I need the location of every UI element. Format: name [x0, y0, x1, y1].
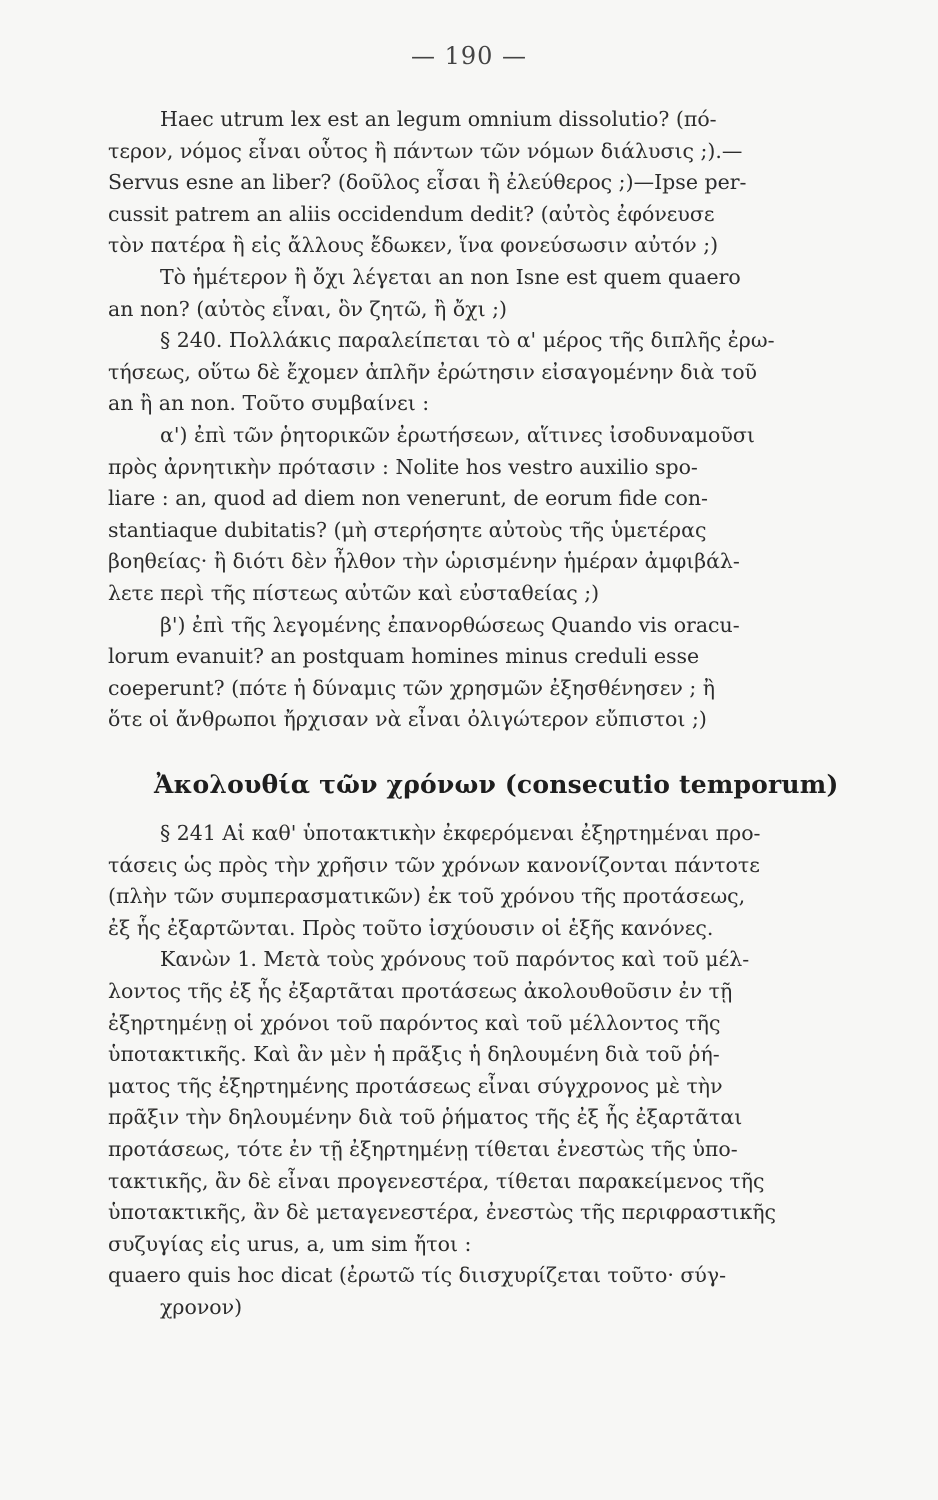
text-line: Κανὼν 1. Μετὰ τοὺς χρόνους τοῦ παρόντος καὶ τοῦ μέλ- — [160, 947, 750, 972]
text-line: τήσεως, οὕτω δὲ ἔχομεν ἁπλῆν ἐρώτησιν εἰσαγομένην διὰ τοῦ — [108, 359, 758, 384]
page-number: — 190 — — [410, 42, 528, 70]
text-line: Servus esne an liber? (δοῦλος εἶσαι ἢ ἐλεύθερος ;)—Ipse per- — [108, 170, 747, 195]
text-line: τερον, νόμος εἶναι οὗτος ἢ πάντων τῶν νόμων διάλυσις ;).— — [108, 138, 743, 163]
section-heading: Ἀκολουθία τῶν χρόνων (consecutio temporum) — [154, 770, 839, 799]
text-line: τάσεις ὡς πρὸς τὴν χρῆσιν τῶν χρόνων κανονίζονται πάντοτε — [108, 852, 760, 877]
text-line: an ἢ an non. Τοῦτο συμβαίνει : — [108, 391, 430, 416]
text-line: τὸν πατέρα ἢ εἰς ἄλλους ἔδωκεν, ἵνα φονεύσωσιν αὐτόν ;) — [108, 233, 719, 258]
text-line: Τὸ ἡμέτερον ἢ ὄχι λέγεται an non Isne est quem quaero — [160, 264, 741, 289]
text-line: Haec utrum lex est an legum omnium dissolutio? (πό- — [160, 107, 717, 131]
text-line: α') ἐπὶ τῶν ῥητορικῶν ἐρωτήσεων, αἵτινες ἰσοδυναμοῦσι — [160, 422, 755, 447]
text-line: § 241 Αἱ καθ' ὑποτακτικὴν ἐκφερόμεναι ἐξηρτημέναι προ- — [160, 821, 761, 845]
text-line: ἐξηρτημένῃ οἱ χρόνοι τοῦ παρόντος καὶ τοῦ μέλλοντος τῆς — [108, 1010, 721, 1035]
body-text-block-2 — [108, 818, 860, 1324]
text-line: ματος τῆς ἐξηρτημένης προτάσεως εἶναι σύγχρονος μὲ τὴν — [108, 1073, 723, 1098]
text-line: προτάσεως, τότε ἐν τῇ ἐξηρτημένῃ τίθεται ἐνεστὼς τῆς ὑπο- — [108, 1136, 738, 1161]
text-line: cussit patrem an aliis occidendum dedit? (αὐτὸς ἐφόνευσε — [108, 201, 715, 226]
text-line: βοηθείας· ἢ διότι δὲν ἦλθον τὴν ὡρισμένην ἡμέραν ἀμφιβάλ- — [108, 549, 740, 574]
text-line: quaero quis hoc dicat (ἐρωτῶ τίς διισχυρίζεται τοῦτο· σύγ- — [108, 1263, 727, 1288]
text-line: ὑποτακτικῆς. Καὶ ἂν μὲν ἡ πρᾶξις ἡ δηλουμένη διὰ τοῦ ῥή- — [108, 1042, 720, 1067]
text-line: ὑποτακτικῆς, ἂν δὲ μεταγενεστέρα, ἐνεστὼς τῆς περιφραστικῆς — [108, 1200, 777, 1225]
text-line: lorum evanuit? an postquam homines minus creduli esse — [108, 644, 700, 669]
text-line: coeperunt? (πότε ἡ δύναμις τῶν χρησμῶν ἐξησθένησεν ; ἢ — [108, 675, 716, 700]
text-line: an non? (αὐτὸς εἶναι, ὃν ζητῶ, ἢ ὄχι ;) — [108, 296, 508, 321]
text-line: liare : an, quod ad diem non venerunt, de eorum fide con- — [108, 486, 708, 511]
text-line: ὅτε οἱ ἄνθρωποι ἤρχισαν νὰ εἶναι ὀλιγώτερον εὔπιστοι ;) — [108, 707, 707, 732]
text-line: χρονον) — [160, 1294, 243, 1319]
text-line: stantiaque dubitatis? (μὴ στερήσητε αὐτοὺς τῆς ὑμετέρας — [108, 517, 707, 542]
text-line: λετε περὶ τῆς πίστεως αὐτῶν καὶ εὐσταθείας ;) — [108, 580, 600, 605]
text-line: (πλὴν τῶν συμπερασματικῶν) ἐκ τοῦ χρόνου τῆς προτάσεως, — [108, 884, 746, 909]
text-line: β') ἐπὶ τῆς λεγομένης ἐπανορθώσεως Quando vis oracu- — [160, 612, 740, 637]
text-line: § 240. Πολλάκις παραλείπεται τὸ α' μέρος τῆς διπλῆς ἐρω- — [160, 328, 775, 353]
text-line: συζυγίας εἰς urus, a, um sim ἤτοι : — [108, 1231, 472, 1256]
text-line: πρὸς ἀρνητικὴν πρότασιν : Nolite hos vestro auxilio spo- — [108, 454, 698, 479]
body-text-block-1 — [108, 104, 860, 736]
text-line: πρᾶξιν τὴν δηλουμένην διὰ τοῦ ῥήματος τῆς ἐξ ἧς ἐξαρτᾶται — [108, 1105, 743, 1130]
text-line: τακτικῆς, ἂν δὲ εἶναι προγενεστέρα, τίθεται παρακείμενος τῆς — [108, 1168, 765, 1193]
text-line: λοντος τῆς ἐξ ἧς ἐξαρτᾶται προτάσεως ἀκολουθοῦσιν ἐν τῇ — [108, 978, 733, 1003]
text-line: ἐξ ἧς ἐξαρτῶνται. Πρὸς τοῦτο ἰσχύουσιν οἱ ἑξῆς κανόνες. — [108, 915, 714, 940]
